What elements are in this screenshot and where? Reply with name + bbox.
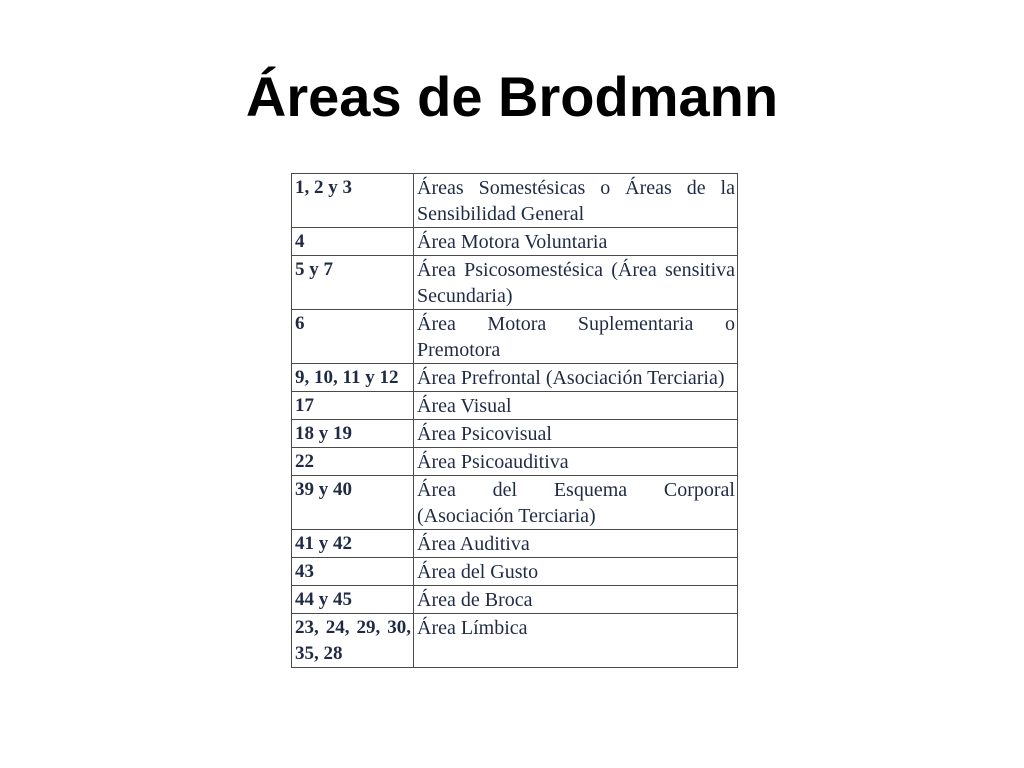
area-number-cell: 1, 2 y 3 [292, 174, 414, 228]
area-number-cell: 41 y 42 [292, 530, 414, 558]
table-row [292, 558, 738, 586]
area-number-cell: 18 y 19 [292, 420, 414, 448]
table-row [292, 310, 738, 364]
table-row [292, 586, 738, 614]
area-number-cell: 6 [292, 310, 414, 364]
area-description-cell: Área Motora Voluntaria [414, 228, 738, 256]
area-description-cell: Área de Broca [414, 586, 738, 614]
table-row [292, 256, 738, 310]
slide-title: Áreas de Brodmann [245, 65, 779, 128]
area-description-cell: Área Prefrontal (Asociación Terciaria) [414, 364, 738, 392]
area-number-cell: 23, 24, 29, 30, 35, 28 [292, 614, 414, 668]
table-row [292, 364, 738, 392]
area-description-cell: Área Auditiva [414, 530, 738, 558]
table-row [292, 476, 738, 530]
area-number-cell: 5 y 7 [292, 256, 414, 310]
area-description-cell: Área Visual [414, 392, 738, 420]
area-description-cell: Áreas Somestésicas o Áreas de la Sensibilidad General [414, 174, 738, 228]
table-row [292, 392, 738, 420]
area-description-cell: Área del Esquema Corporal (Asociación Terciaria) [414, 476, 738, 530]
area-description-cell: Área Motora Suplementaria o Premotora [414, 310, 738, 364]
area-description-cell: Área del Gusto [414, 558, 738, 586]
table-row [292, 448, 738, 476]
area-number-cell: 22 [292, 448, 414, 476]
area-description-cell: Área Límbica [414, 614, 738, 668]
area-number-cell: 43 [292, 558, 414, 586]
area-number-cell: 44 y 45 [292, 586, 414, 614]
area-description-cell: Área Psicovisual [414, 420, 738, 448]
brodmann-areas-table [291, 173, 738, 668]
brodmann-table-container [291, 173, 738, 668]
area-description-cell: Área Psicoauditiva [414, 448, 738, 476]
area-number-cell: 17 [292, 392, 414, 420]
area-number-cell: 4 [292, 228, 414, 256]
table-row [292, 228, 738, 256]
table-row [292, 420, 738, 448]
area-number-cell: 39 y 40 [292, 476, 414, 530]
table-row [292, 530, 738, 558]
area-number-cell: 9, 10, 11 y 12 [292, 364, 414, 392]
table-row [292, 174, 738, 228]
table-row [292, 614, 738, 668]
area-description-cell: Área Psicosomestésica (Área sensitiva Secundaria) [414, 256, 738, 310]
